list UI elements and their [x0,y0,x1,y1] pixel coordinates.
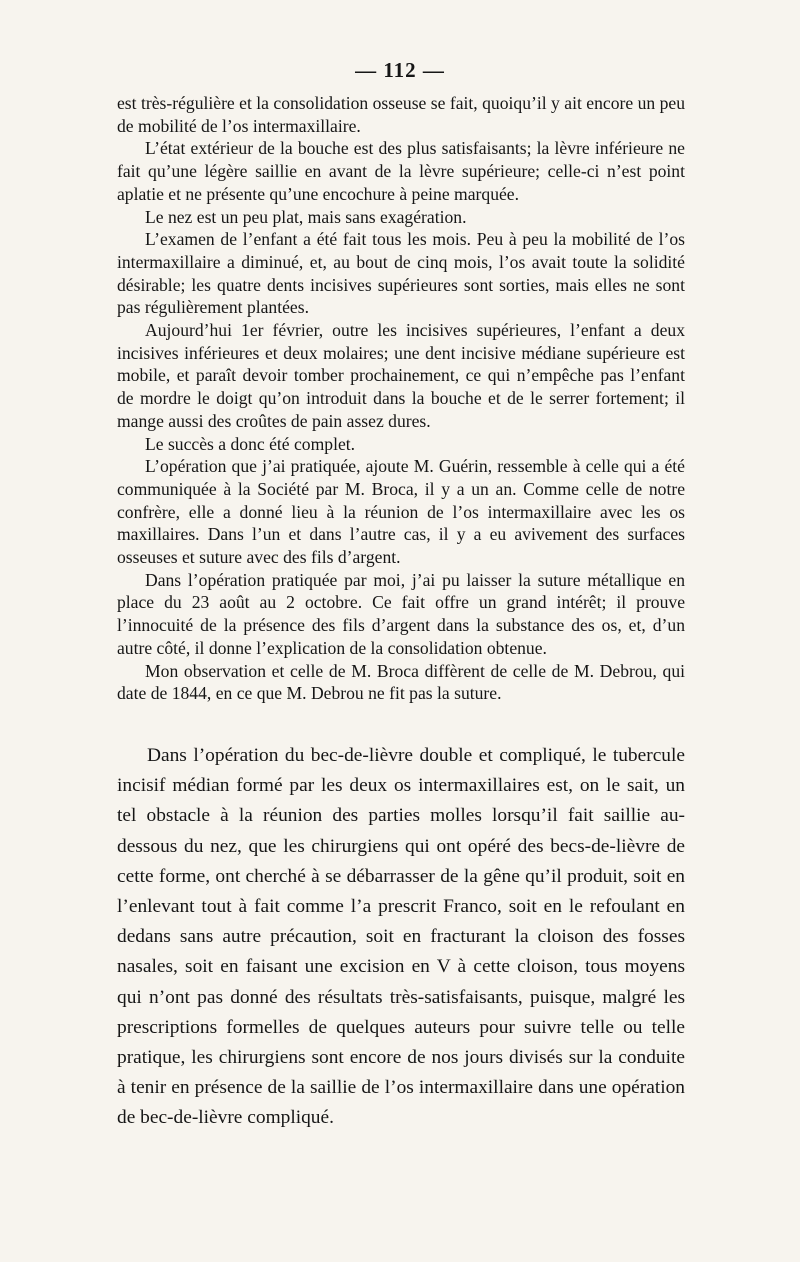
paragraph: Mon observation et celle de M. Broca diffèrent de celle de M. Debrou, qui date de 1844, en ce que M. Debrou ne fit pas la suture. [117,660,685,704]
paragraph: Dans l’opération du bec-de-lièvre double et compliqué, le tubercule incisif médian formé par les deux os intermaxillaires est, on le sait, un tel obstacle à la réunion des parties molles lorsqu’il fait saillie au-dessous du nez, que les chirurgiens qui ont opéré des becs-de-lièvre de cette forme, ont cherché à se débarrasser de la gêne qu’il produit, soit en l’enlevant tout à fait comme l’a prescrit Franco, soit en le refoulant en dedans sans autre précaution, soit en fracturant la cloison des fosses nasales, soit en faisant une excision en V à cette cloison, tous moyens qui n’ont pas donné des résultats très-satisfaisants, puisque, malgré les prescriptions formelles de quelques auteurs pour suivre telle ou telle pratique, les chirurgiens sont encore de nos jours divisés sur la conduite à tenir en présence de la saillie de l’os intermaxillaire dans une opération de bec-de-lièvre compliqué. [117,745,685,1129]
paragraph: L’examen de l’enfant a été fait tous les mois. Peu à peu la mobilité de l’os intermaxillaire a diminué, et, au bout de cinq mois, l’os avait toute la solidité désirable; les quatre dents incisives supérieures sont sorties, mais elles ne sont pas régulièrement plantées. [117,229,685,318]
small-text-block [117,92,685,705]
paragraph: Aujourd’hui 1er février, outre les incisives supérieures, l’enfant a deux incisives inférieures et deux molaires; une dent incisive médiane supérieure est mobile, et paraît devoir tomber prochainement, ce qui n’empêche pas l’enfant de mordre le doigt qu’on introduit dans la bouche et de le serrer fortement; il mange aussi des croûtes de pain assez dures. [117,320,685,431]
paragraph: L’état extérieur de la bouche est des plus satisfaisants; la lèvre inférieure ne fait qu’une légère saillie en avant de la lèvre supérieure; celle-ci n’est point aplatie et ne présente qu’une encochure à peine marquée. [117,138,685,204]
paragraph: Le nez est un peu plat, mais sans exagération. [145,206,467,227]
large-text-block [117,741,685,1134]
paragraph: L’opération que j’ai pratiquée, ajoute M. Guérin, ressemble à celle qui a été communiquée à la Société par M. Broca, il y a un an. Comme celle de notre confrère, elle a donné lieu à la réunion de l’os intermaxillaire avec les os maxillaires. Dans l’un et dans l’autre cas, il y a eu avivement des surfaces osseuses et suture avec des fils d’argent. [117,456,685,568]
paragraph: est très-régulière et la consolidation osseuse se fait, quoiqu’il y ait encore un peu de mobilité de l’os intermaxillaire. [117,93,685,136]
page-number: — 112 — [355,58,445,82]
paragraph: Dans l’opération pratiquée par moi, j’ai pu laisser la suture métallique en place du 23 août au 2 octobre. Ce fait offre un grand intérêt; il prouve l’innocuité de la présence des fils d’argent dans la substance des os, et, d’un autre côté, il donne l’explication de la consolidation obtenue. [117,569,685,658]
paragraph: Le succès a donc été complet. [145,433,356,454]
